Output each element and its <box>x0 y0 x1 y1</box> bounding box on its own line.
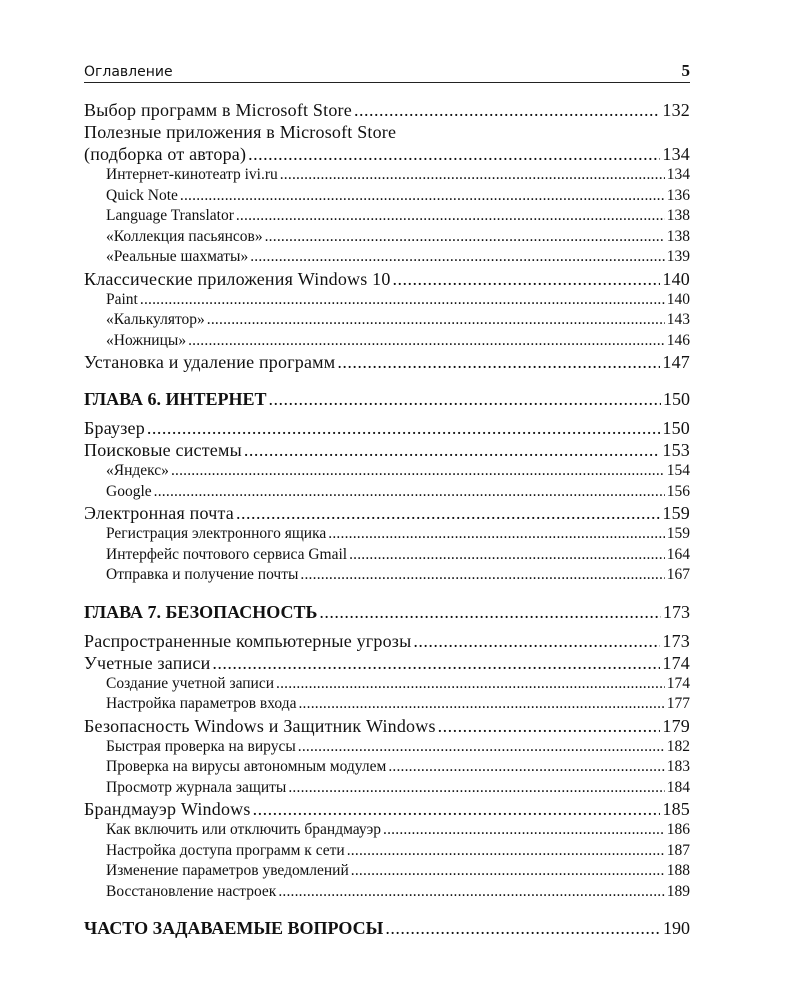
toc-entry-page-number: 132 <box>662 100 690 120</box>
toc-section-entry[interactable] <box>84 798 690 820</box>
running-header <box>84 58 690 83</box>
toc-entry-page-number: 156 <box>666 482 690 500</box>
toc-subsection-entry[interactable] <box>84 861 690 882</box>
dot-leader <box>140 290 665 311</box>
toc-subsection-entry[interactable] <box>84 841 690 862</box>
dot-leader <box>298 737 665 758</box>
toc-entry-page-number: 136 <box>666 186 690 204</box>
toc-subsection-entry[interactable] <box>84 247 690 268</box>
toc-section-entry[interactable] <box>84 417 690 439</box>
dot-leader <box>147 417 660 439</box>
dot-leader <box>188 331 665 352</box>
toc-entry-title: Paint <box>106 290 138 308</box>
dot-leader <box>319 600 661 624</box>
toc-subsection-entry[interactable] <box>84 290 690 311</box>
toc-chapter-entry[interactable] <box>84 387 690 411</box>
toc-subsection-entry[interactable] <box>84 820 690 841</box>
toc-entry-page-number: 146 <box>666 331 690 349</box>
dot-leader <box>207 310 665 331</box>
toc-entry-title: «Ножницы» <box>106 331 187 349</box>
toc-section-entry[interactable] <box>84 652 690 674</box>
toc-entry-page-number: 177 <box>666 695 690 712</box>
toc-entry-page-number: 138 <box>666 227 690 245</box>
toc-section-entry[interactable] <box>84 502 690 524</box>
toc-subsection-entry[interactable] <box>84 524 690 545</box>
toc-section-entry[interactable] <box>84 268 690 290</box>
dot-leader <box>385 916 661 940</box>
toc-entry-page-number: 134 <box>666 166 690 183</box>
toc-chapter-entry[interactable] <box>84 916 690 940</box>
toc-chapter-entry[interactable] <box>84 600 690 624</box>
toc-entry-page-number: 134 <box>662 144 690 164</box>
toc-subsection-entry[interactable] <box>84 331 690 352</box>
toc-section-entry[interactable] <box>84 99 690 121</box>
dot-leader <box>236 502 660 524</box>
toc-entry-title: Как включить или отключить брандмауэр <box>106 821 382 838</box>
toc-entry-page-number: 159 <box>662 503 690 523</box>
toc-subsection-entry[interactable] <box>84 778 690 799</box>
book-page <box>84 58 690 946</box>
toc-entry-title: Выбор программ в Microsoft Store <box>84 100 352 120</box>
toc-entry-page-number: 159 <box>666 525 690 542</box>
dot-leader <box>328 524 664 545</box>
toc-entry-page-number: 188 <box>666 862 690 879</box>
toc-subsection-entry[interactable] <box>84 227 690 248</box>
toc-entry-page-number: 190 <box>663 918 690 938</box>
dot-leader <box>383 820 665 841</box>
toc-entry-page-number: 183 <box>666 758 690 775</box>
dot-leader <box>154 482 665 503</box>
table-of-contents <box>84 99 690 940</box>
toc-entry-title: Брандмауэр Windows <box>84 799 251 819</box>
toc-entry-page-number: 154 <box>666 462 690 479</box>
running-header-title: Оглавление <box>84 64 173 80</box>
dot-leader <box>393 268 661 290</box>
toc-subsection-entry[interactable] <box>84 482 690 503</box>
toc-entry-page-number: 140 <box>662 268 690 289</box>
toc-entry-title: Быстрая проверка на вирусы <box>106 737 296 755</box>
dot-leader <box>269 387 661 411</box>
toc-entry-page-number: 174 <box>662 652 690 673</box>
toc-subsection-entry[interactable] <box>84 461 690 482</box>
toc-subsection-entry[interactable] <box>84 737 690 758</box>
toc-entry-title: Браузер <box>84 418 145 438</box>
toc-entry-title: Регистрация электронного ящика <box>106 525 327 542</box>
toc-entry-title: «Яндекс» <box>106 462 169 479</box>
toc-entry-page-number: 186 <box>666 821 690 838</box>
dot-leader <box>276 674 665 695</box>
toc-section-entry[interactable] <box>84 715 690 737</box>
toc-entry-title: Установка и удаление программ <box>84 352 336 372</box>
toc-subsection-entry[interactable] <box>84 206 690 227</box>
toc-entry-title: ЧАСТО ЗАДАВАЕМЫЕ ВОПРОСЫ <box>84 918 384 938</box>
page-number: 5 <box>681 61 690 80</box>
toc-entry-page-number: 187 <box>666 841 690 859</box>
toc-subsection-entry[interactable] <box>84 310 690 331</box>
toc-entry-title: Изменение параметров уведомлений <box>106 862 349 879</box>
toc-section-entry[interactable] <box>84 351 690 373</box>
toc-entry-page-number: 150 <box>663 389 690 409</box>
toc-subsection-entry[interactable] <box>84 694 690 715</box>
dot-leader <box>236 206 665 227</box>
toc-entry-title: Поисковые системы <box>84 440 242 460</box>
toc-entry-page-number: 153 <box>662 440 690 460</box>
toc-section-entry[interactable] <box>84 143 690 165</box>
dot-leader <box>248 143 660 165</box>
toc-entry-page-number: 138 <box>666 207 690 224</box>
dot-leader <box>171 461 665 482</box>
toc-entry-title: «Калькулятор» <box>106 311 205 328</box>
toc-entry-title: «Коллекция пасьянсов» <box>106 227 263 245</box>
toc-entry-title: Просмотр журнала защиты <box>106 778 287 796</box>
toc-entry-title: Language Translator <box>106 207 234 224</box>
toc-entry-title: Учетные записи <box>84 652 211 673</box>
toc-entry-title: Проверка на вирусы автономным модулем <box>106 758 387 775</box>
toc-entry-page-number: 184 <box>666 778 690 796</box>
dot-leader <box>253 798 661 820</box>
toc-entry-page-number: 173 <box>662 630 690 651</box>
toc-entry-page-number: 164 <box>666 545 690 563</box>
toc-entry-page-number: 147 <box>662 352 690 372</box>
dot-leader <box>413 630 660 652</box>
toc-subsection-entry[interactable] <box>84 186 690 207</box>
dot-leader <box>337 351 660 373</box>
dot-leader <box>288 778 664 799</box>
dot-leader <box>212 652 660 674</box>
toc-subsection-entry[interactable] <box>84 674 690 695</box>
dot-leader <box>265 227 665 248</box>
toc-subsection-entry[interactable] <box>84 565 690 586</box>
dot-leader <box>250 247 665 268</box>
toc-entry-title: Полезные приложения в Microsoft Store <box>84 122 397 142</box>
toc-section-entry[interactable] <box>84 439 690 461</box>
toc-entry-title: Безопасность Windows и Защитник Windows <box>84 715 436 736</box>
toc-entry-title: ГЛАВА 6. ИНТЕРНЕТ <box>84 389 267 409</box>
toc-entry-title: ГЛАВА 7. БЕЗОПАСНОСТЬ <box>84 601 318 622</box>
toc-entry-page-number: 179 <box>662 715 690 736</box>
toc-entry-page-number: 150 <box>662 418 690 438</box>
dot-leader <box>244 439 661 461</box>
toc-entry-title: Классические приложения Windows 10 <box>84 268 391 289</box>
toc-section-entry[interactable] <box>84 630 690 652</box>
toc-entry-title: Интерфейс почтового сервиса Gmail <box>106 545 348 563</box>
toc-entry-title: Создание учетной записи <box>106 674 275 692</box>
dot-leader <box>349 545 665 566</box>
toc-entry-page-number: 143 <box>666 311 690 328</box>
toc-entry-title: Google <box>106 482 152 500</box>
dot-leader <box>354 99 660 121</box>
toc-entry-title: «Реальные шахматы» <box>106 248 249 265</box>
dot-leader <box>278 882 664 903</box>
toc-entry-page-number: 140 <box>666 290 690 308</box>
toc-entry-title: Отправка и получение почты <box>106 566 299 583</box>
dot-leader <box>300 565 664 586</box>
toc-entry-page-number: 173 <box>663 601 690 622</box>
dot-leader <box>280 165 665 186</box>
toc-entry-title: (подборка от автора) <box>84 144 247 164</box>
toc-entry-page-number: 185 <box>662 799 690 819</box>
toc-entry-title: Восстановление настроек <box>106 882 277 900</box>
dot-leader <box>351 861 665 882</box>
toc-entry-title: Настройка параметров входа <box>106 695 297 712</box>
toc-entry-title: Электронная почта <box>84 503 234 523</box>
toc-entry-title: Quick Note <box>106 186 178 204</box>
toc-entry-title: Настройка доступа программ к сети <box>106 841 345 859</box>
toc-entry-title: Распространенные компьютерные угрозы <box>84 630 412 651</box>
toc-subsection-entry[interactable] <box>84 545 690 566</box>
dot-leader <box>438 715 661 737</box>
dot-leader <box>180 186 665 207</box>
toc-entry-page-number: 189 <box>666 882 690 900</box>
toc-entry-page-number: 182 <box>666 737 690 755</box>
toc-subsection-entry[interactable] <box>84 165 690 186</box>
dot-leader <box>298 694 664 715</box>
toc-subsection-entry[interactable] <box>84 882 690 903</box>
toc-entry-title: Интернет-кинотеатр ivi.ru <box>106 166 278 183</box>
toc-entry-page-number: 139 <box>666 248 690 265</box>
toc-entry-page-number: 174 <box>666 674 690 692</box>
dot-leader <box>388 757 664 778</box>
toc-subsection-entry[interactable] <box>84 757 690 778</box>
dot-leader <box>347 841 665 862</box>
toc-entry-page-number: 167 <box>666 566 690 583</box>
